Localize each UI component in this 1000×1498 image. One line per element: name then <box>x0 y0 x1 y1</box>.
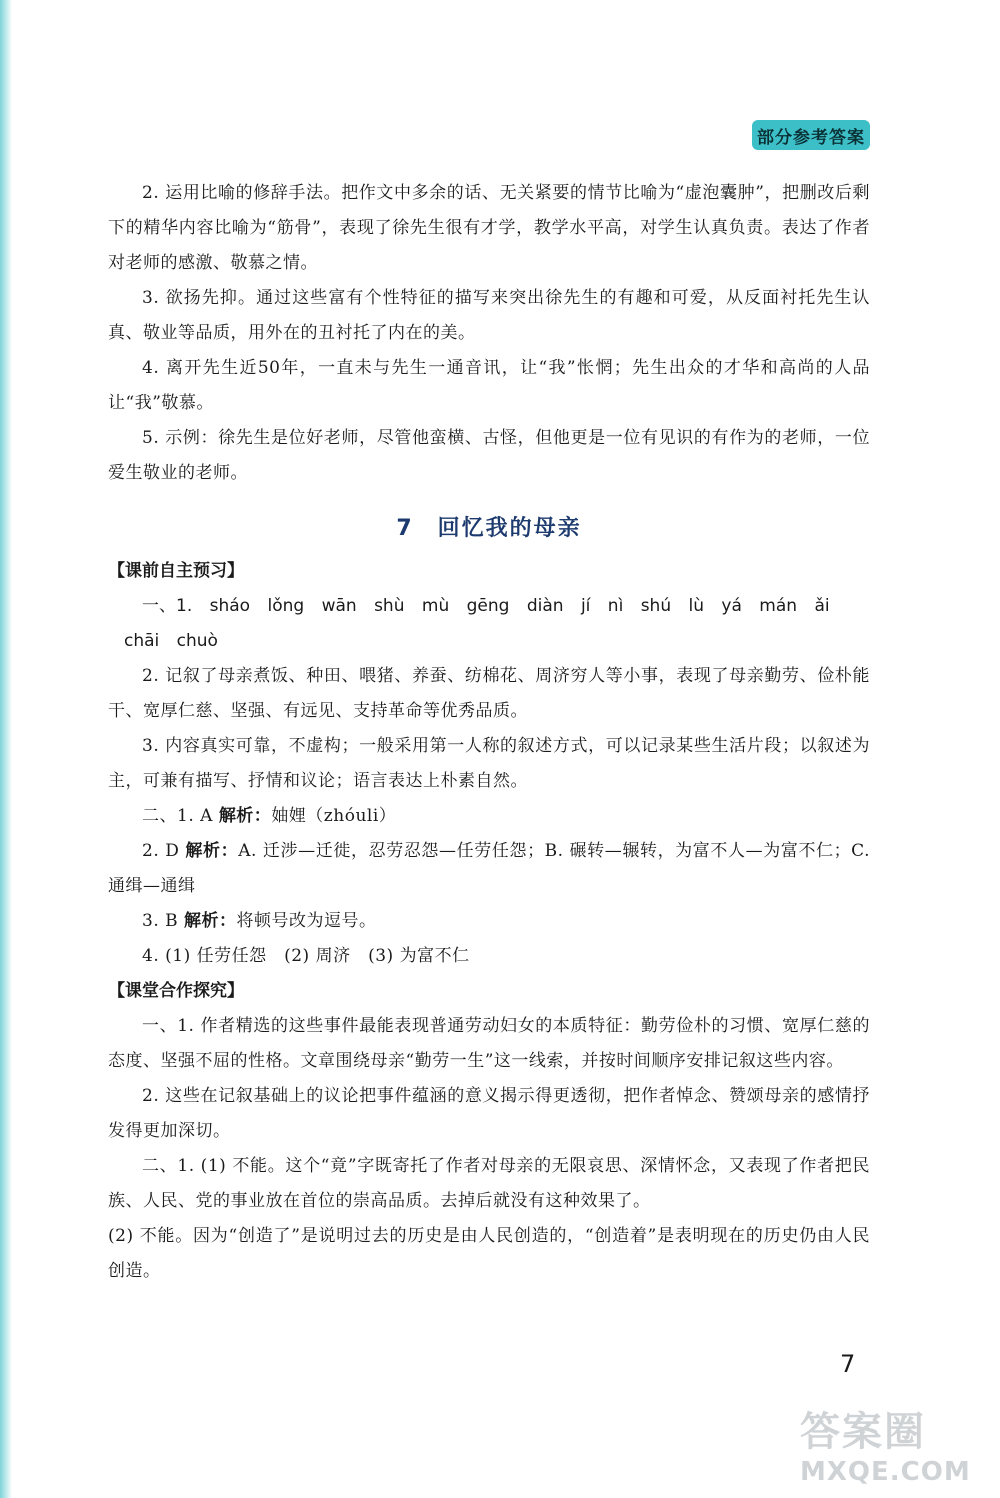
pinyin-line-2: chāi chuò <box>124 631 218 651</box>
watermark-domain: MXQE.COM <box>800 1457 971 1487</box>
question-2-4: 4. (1) 任劳任怨 (2) 周济 (3) 为富不仁 <box>142 946 470 966</box>
q2-2-label: 解析： <box>185 841 239 861</box>
preview-heading: 【课前自主预习】 <box>108 561 244 581</box>
explore-item-3: 二、1. (1) 不能。这个“竟”字既寄托了作者对母亲的无限哀思、深情怀念，又表现了作者把民族、人民、党的事业放在首位的崇高品质。去掉后就没有这种效果了。 <box>108 1156 870 1211</box>
question-2-3 <box>108 904 870 939</box>
pinyin-line-1: 一、1. sháo lǒng wān shù mù gēng diàn jí nì shú lù yá mán ǎi <box>142 596 830 616</box>
answer-5: 5. 示例：徐先生是位好老师，尽管他蛮横、古怪，但他更是一位有见识的有作为的老师，一位爱生敬业的老师。 <box>108 428 870 483</box>
site-watermark <box>800 1400 990 1490</box>
explore-item-1: 一、1. 作者精选的这些事件最能表现普通劳动妇女的本质特征：勤劳俭朴的习惯、宽厚仁慈的态度、坚强不屈的性格。文章围绕母亲“勤劳一生”这一线索，并按时间顺序安排记叙这些内容。 <box>108 1016 870 1071</box>
explore-heading: 【课堂合作探究】 <box>108 981 244 1001</box>
page-edge-strip <box>0 0 12 1498</box>
q2-2-text: A. 迁涉—迁徙，忍劳忍怨—任劳任怨；B. 碾转—辗转，为富不人—为富不仁；C. 通缉—通缉 <box>108 841 870 896</box>
preview-item-3: 3. 内容真实可靠，不虚构；一般采用第一人称的叙述方式，可以记录某些生活片段；以叙述为主，可兼有描写、抒情和议论；语言表达上朴素自然。 <box>108 736 870 791</box>
q2-1-text: 妯娌（zhóuli） <box>271 806 397 826</box>
answer-key-badge: 部分参考答案 <box>752 120 870 150</box>
question-2-1 <box>108 799 870 834</box>
q2-3-prefix: 3. B <box>142 911 179 931</box>
explore-item-2: 2. 这些在记叙基础上的议论把事件蕴涵的意义揭示得更透彻，把作者悼念、赞颂母亲的感情抒发得更加深切。 <box>108 1086 870 1141</box>
q2-3-label: 解析： <box>184 911 237 931</box>
answer-4: 4. 离开先生近50年，一直未与先生一通音讯，让“我”怅惘；先生出众的才华和高尚的人品让“我”敬慕。 <box>108 358 870 413</box>
explore-item-4: (2) 不能。因为“创造了”是说明过去的历史是由人民创造的，“创造着”是表明现在的历史仍由人民创造。 <box>108 1226 870 1281</box>
answer-3: 3. 欲扬先抑。通过这些富有个性特征的描写来突出徐先生的有趣和可爱，从反面衬托先生认真、敬业等品质，用外在的丑衬托了内在的美。 <box>108 288 870 343</box>
q2-1-label: 解析： <box>218 806 272 826</box>
q2-2-prefix: 2. D <box>142 841 180 861</box>
q2-3-text: 将顿号改为逗号。 <box>236 911 377 931</box>
page-number: 7 <box>840 1350 856 1378</box>
question-2-2 <box>108 834 870 904</box>
q2-1-prefix: 二、1. A <box>142 806 213 826</box>
lesson-title: 7 回忆我的母亲 <box>396 516 582 541</box>
answer-2: 2. 运用比喻的修辞手法。把作文中多余的话、无关紧要的情节比喻为“虚泡囊肿”，把删改后剩下的精华内容比喻为“筋骨”，表现了徐先生很有才学，教学水平高，对学生认真负责。表达了作者对老师的感激、敬慕之情。 <box>108 183 870 273</box>
page-content <box>108 176 870 1289</box>
watermark-logo-text: 答案圈 <box>800 1409 926 1455</box>
preview-item-2: 2. 记叙了母亲煮饭、种田、喂猪、养蚕、纺棉花、周济穷人等小事，表现了母亲勤劳、俭朴能干、宽厚仁慈、坚强、有远见、支持革命等优秀品质。 <box>108 666 870 721</box>
